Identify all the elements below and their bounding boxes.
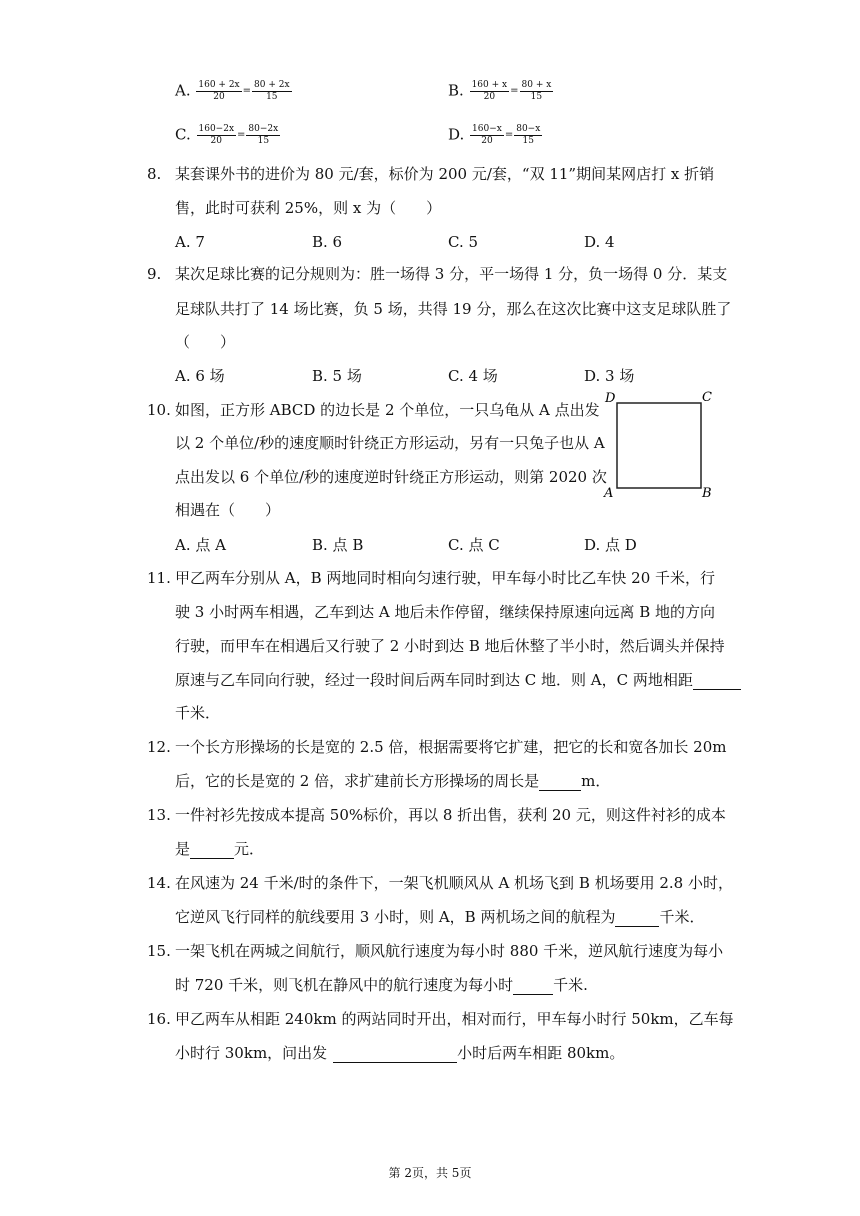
option-a: A. 点 A — [175, 536, 226, 554]
option-letter: A. — [175, 81, 191, 100]
equals-sign: = — [510, 85, 519, 97]
vertex-label-c: C — [702, 390, 712, 405]
numerator: 160−2x — [198, 124, 235, 134]
question-number: 11. — [147, 569, 171, 587]
fraction-left — [196, 80, 241, 103]
numerator: 160 + x — [471, 80, 508, 90]
question-text-part: m． — [581, 772, 611, 790]
question-text-part: 元． — [234, 840, 265, 858]
question-text: （ ） — [175, 333, 236, 351]
option-d: D. 4 — [584, 233, 615, 251]
question-text: 行驶，而甲车在相遇后又行驶了 2 小时到达 B 地后休整了半小时，然后调头并保持 — [175, 637, 725, 655]
question-text: 驶 3 小时两车相遇，乙车到达 A 地后未作停留，继续保持原速向远离 B 地的方向 — [175, 603, 716, 621]
question-number: 14. — [147, 874, 171, 892]
option-letter: C. — [175, 125, 191, 144]
question-number: 13. — [147, 806, 171, 824]
square-outline — [617, 403, 701, 488]
square-abcd-figure — [600, 386, 720, 502]
question-text-part: 千米. — [553, 976, 588, 994]
fraction-right — [520, 80, 554, 103]
question-text — [175, 771, 610, 791]
option-c: C. 点 C — [448, 536, 500, 554]
option-a: A. 7 — [175, 233, 205, 251]
question-text — [175, 975, 588, 995]
question-text: 一架飞机在两城之间航行，顺风航行速度为每小时 880 千米，逆风航行速度为每小 — [175, 942, 724, 960]
question-text-part: 它逆风飞行同样的航线要用 3 小时，则 A，B 两机场之间的航程为 — [175, 908, 616, 926]
fraction-right — [252, 80, 292, 103]
answer-blank[interactable] — [615, 910, 659, 927]
numerator: 80 + x — [521, 80, 552, 90]
question-text: 千米． — [175, 704, 221, 722]
fraction-right — [514, 124, 542, 147]
fraction-left — [470, 124, 504, 147]
question-text-part: 后，它的长是宽的 2 倍，求扩建前长方形操场的周长是 — [175, 772, 540, 790]
fraction-right — [246, 124, 280, 147]
denominator: 15 — [266, 92, 278, 102]
question-text: 售，此时可获利 25%，则 x 为（ ） — [175, 199, 442, 217]
vertex-label-b: B — [702, 486, 712, 501]
question-text: 如图，正方形 ABCD 的边长是 2 个单位，一只乌龟从 A 点出发 — [175, 401, 600, 419]
q7-option-d — [448, 124, 543, 147]
question-text-part: 小时行 30km，问出发 — [175, 1044, 328, 1062]
numerator: 80 + 2x — [254, 80, 290, 90]
question-text — [175, 1043, 624, 1063]
option-b: B. 5 场 — [312, 367, 362, 385]
question-text: 相遇在（ ） — [175, 501, 281, 519]
equals-sign: = — [237, 129, 246, 141]
question-number: 10. — [147, 401, 171, 419]
numerator: 80−x — [516, 124, 541, 134]
question-text-part: 原速与乙车同向行驶，经过一段时间后两车同时到达 C 地．则 A，C 两地相距 — [175, 671, 693, 689]
answer-blank[interactable] — [333, 1046, 457, 1063]
fraction-left — [470, 80, 510, 103]
q7-option-a — [175, 80, 293, 103]
denominator: 15 — [257, 136, 270, 146]
equals-sign: = — [242, 85, 252, 97]
question-text-part: 是 — [175, 840, 191, 858]
option-b: B. 点 B — [312, 536, 364, 554]
question-text: 在风速为 24 千米/时的条件下，一架飞机顺风从 A 机场飞到 B 机场要用 2.8 小时， — [175, 874, 733, 892]
question-text: 某次足球比赛的记分规则为：胜一场得 3 分，平一场得 1 分，负一场得 0 分．某支 — [175, 265, 728, 283]
question-text-part: 小时后两车相距 80km。 — [457, 1044, 625, 1062]
question-text: 点出发以 6 个单位/秒的速度逆时针绕正方形运动，则第 2020 次 — [175, 468, 607, 486]
option-d: D. 3 场 — [584, 367, 635, 385]
equals-sign: = — [504, 129, 514, 141]
numerator: 160−x — [472, 124, 502, 134]
question-number: 16. — [147, 1010, 171, 1028]
denominator: 15 — [522, 136, 534, 146]
option-c: C. 5 — [448, 233, 479, 251]
option-d: D. 点 D — [584, 536, 637, 554]
q7-option-b — [448, 80, 554, 103]
page-footer: 第 2页，共 5页 — [388, 1166, 472, 1180]
fraction-left — [197, 124, 237, 147]
question-number: 8. — [147, 165, 162, 183]
option-letter: D. — [448, 125, 465, 144]
answer-blank[interactable] — [693, 673, 741, 690]
denominator: 20 — [481, 136, 493, 146]
question-text: 以 2 个单位/秒的速度顺时针绕正方形运动，另有一只兔子也从 A — [175, 434, 605, 452]
question-text: 足球队共打了 14 场比赛，负 5 场，共得 19 分，那么在这次比赛中这支足球队胜了 — [175, 300, 732, 318]
denominator: 20 — [213, 92, 225, 102]
question-text — [175, 670, 741, 690]
numerator: 80−2x — [248, 124, 279, 134]
question-text: 甲乙两车从相距 240km 的两站同时开出，相对而行，甲车每小时行 50km，乙车每 — [175, 1010, 734, 1028]
option-a: A. 6 场 — [175, 367, 225, 385]
question-text: 一件衬衫先按成本提高 50%标价，再以 8 折出售，获利 20 元，则这件衬衫的成本 — [175, 806, 726, 824]
option-c: C. 4 场 — [448, 367, 498, 385]
question-number: 15. — [147, 942, 171, 960]
question-text-part: 时 720 千米，则飞机在静风中的航行速度为每小时 — [175, 976, 514, 994]
denominator: 15 — [530, 92, 543, 102]
denominator: 20 — [483, 92, 496, 102]
question-text — [175, 907, 705, 927]
vertex-label-a: A — [604, 486, 614, 501]
answer-blank[interactable] — [539, 774, 581, 791]
question-text: 甲乙两车分别从 A，B 两地同时相向匀速行驶，甲车每小时比乙车快 20 千米，行 — [175, 569, 716, 587]
denominator: 20 — [210, 136, 222, 146]
question-number: 12. — [147, 738, 171, 756]
option-b: B. 6 — [312, 233, 343, 251]
question-number: 9. — [147, 265, 162, 283]
question-text: 一个长方形操场的长是宽的 2.5 倍，根据需要将它扩建，把它的长和宽各加长 20m — [175, 738, 727, 756]
question-text: 某套课外书的进价为 80 元/套，标价为 200 元/套，“双 11”期间某网店打 x 折销 — [175, 165, 715, 183]
question-text — [175, 839, 264, 859]
vertex-label-d: D — [605, 391, 616, 406]
numerator: 160 + 2x — [198, 80, 240, 90]
option-letter: B. — [448, 81, 464, 100]
q7-option-c — [175, 124, 281, 147]
answer-blank[interactable] — [513, 978, 553, 995]
answer-blank[interactable] — [190, 842, 234, 859]
question-text-part: 千米． — [659, 908, 705, 926]
